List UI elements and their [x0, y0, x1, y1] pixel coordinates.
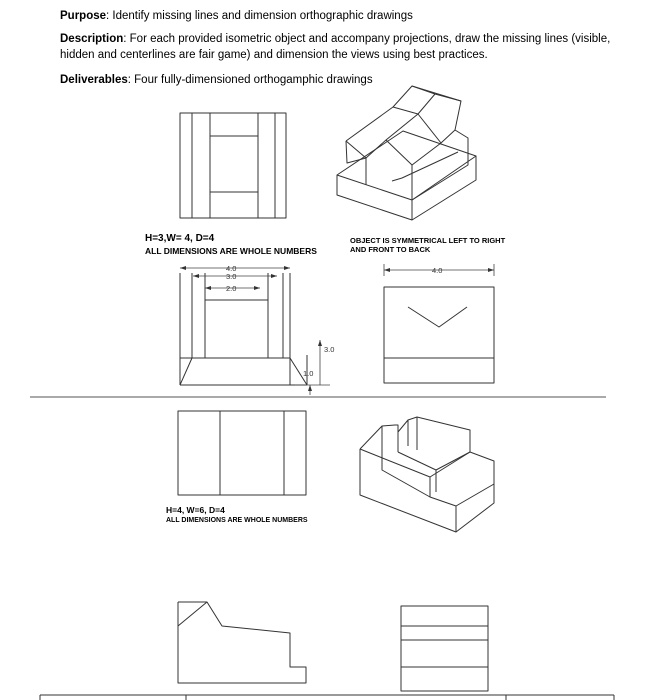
p1-top-view — [180, 113, 286, 218]
p2-dims-line2: ALL DIMENSIONS ARE WHOLE NUMBERS — [166, 517, 308, 524]
description-text: : For each provided isometric object and accompany projections, draw the missing lines (visible, hidden and centerlines are fair game) and dimension the views using best practices. — [60, 33, 611, 61]
dim-side-width: 4.0 — [432, 266, 443, 275]
p1-side-view — [384, 287, 494, 383]
dim-base: 1.0 — [303, 369, 314, 378]
dim-front-width: 4.0 — [226, 264, 237, 273]
p1-front-view — [180, 273, 307, 385]
deliverables-text: : Four fully-dimensioned orthogamphic drawings — [127, 74, 373, 86]
p3-front-view — [178, 602, 306, 683]
p2-front-view — [178, 411, 306, 495]
p1-dims-line1: H=3,W= 4, D=4 — [145, 233, 215, 244]
deliverables-label: Deliverables — [60, 74, 128, 86]
p1-note-line1: OBJECT IS SYMMETRICAL LEFT TO RIGHT — [350, 236, 506, 245]
dim-height: 3.0 — [324, 345, 335, 354]
dim-front-mid: 3.0 — [226, 272, 237, 281]
purpose-text: : Identify missing lines and dimension orthographic drawings — [106, 10, 413, 22]
p1-dims-line2: ALL DIMENSIONS ARE WHOLE NUMBERS — [145, 246, 317, 256]
p1-isometric-view — [337, 86, 476, 220]
p3-side-view — [401, 606, 488, 691]
dim-front-inner: 2.0 — [226, 284, 237, 293]
description-label: Description — [60, 33, 124, 45]
p2-isometric-view — [360, 417, 494, 532]
p1-note-line2: AND FRONT TO BACK — [350, 245, 431, 254]
p2-dims-line1: H=4, W=6, D=4 — [166, 505, 225, 515]
title-block — [40, 695, 614, 700]
purpose-label: Purpose — [60, 10, 107, 22]
